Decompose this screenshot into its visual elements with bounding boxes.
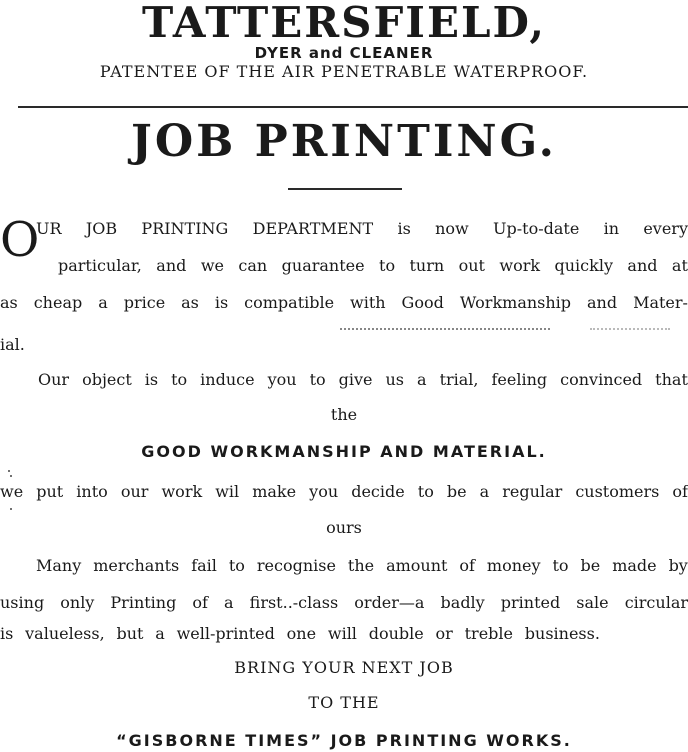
word: UR [36, 219, 62, 238]
paragraph2-line2: the [330, 405, 358, 424]
word: with [350, 293, 386, 312]
word: Up-to-date [493, 219, 580, 238]
word: treble [464, 624, 513, 643]
paragraph1-line1 [36, 218, 688, 240]
word: make [252, 482, 297, 501]
word: give [338, 370, 373, 389]
word: made [612, 556, 657, 575]
word: well-printed [176, 624, 275, 643]
word: us [385, 370, 405, 389]
word: Many [36, 556, 82, 575]
word: and [587, 293, 618, 312]
word: a [224, 593, 234, 612]
word: and [627, 256, 658, 275]
word: is [144, 370, 159, 389]
paragraph4-line1 [36, 555, 688, 577]
word: wil [215, 482, 240, 501]
word: DEPARTMENT [252, 219, 374, 238]
word: our [120, 482, 149, 501]
word: PRINTING [141, 219, 229, 238]
word: a [155, 624, 165, 643]
word: will [327, 624, 357, 643]
word: Printing [110, 593, 177, 612]
word: is [0, 624, 14, 643]
word: put [36, 482, 64, 501]
emphasis-line: GOOD WORKMANSHIP AND MATERIAL. [141, 442, 547, 461]
word: as [0, 293, 18, 312]
print-speck [10, 475, 12, 477]
word: price [123, 293, 166, 312]
word: of [192, 593, 208, 612]
word: merchants [93, 556, 180, 575]
word: convinced [560, 370, 643, 389]
word: to [552, 556, 569, 575]
word: a [98, 293, 108, 312]
word: circular [624, 593, 688, 612]
closing-line2: TO THE [308, 693, 380, 712]
word: of [459, 556, 475, 575]
word: Mater- [633, 293, 688, 312]
word: now [435, 219, 469, 238]
word: particular, [58, 256, 142, 275]
word: every [643, 219, 688, 238]
word: customers [575, 482, 660, 501]
word: is [214, 293, 229, 312]
word: work [161, 482, 203, 501]
word: be [446, 482, 467, 501]
word: JOB [85, 219, 118, 238]
word: a [417, 370, 427, 389]
word: compatible [244, 293, 335, 312]
word: feeling [491, 370, 548, 389]
word: money [486, 556, 541, 575]
word: the [347, 556, 375, 575]
word: is [397, 219, 411, 238]
word: that [655, 370, 688, 389]
word: to [228, 556, 245, 575]
word: and [156, 256, 187, 275]
word: to [379, 256, 396, 275]
word: turn [409, 256, 445, 275]
print-speck [8, 470, 10, 472]
paragraph3-line2: ours [326, 518, 362, 537]
paragraph1-line2 [58, 255, 688, 277]
word: Workmanship [459, 293, 572, 312]
word: using [0, 593, 45, 612]
heading-underline [288, 188, 402, 190]
word: sale [576, 593, 609, 612]
word: at [671, 256, 688, 275]
word: object [82, 370, 132, 389]
word: quickly [554, 256, 613, 275]
closing-line1: BRING YOUR NEXT JOB [234, 658, 454, 677]
word: but [116, 624, 144, 643]
word: guarantee [281, 256, 365, 275]
paragraph1-line3 [0, 292, 688, 314]
word: of [672, 482, 688, 501]
word: to [417, 482, 434, 501]
drop-cap-letter: O [0, 212, 40, 268]
print-smudge [590, 328, 670, 330]
word: Our [38, 370, 70, 389]
paragraph1-line4: ial. [0, 335, 25, 354]
word: order—a [354, 593, 425, 612]
paragraph4-line2 [0, 592, 688, 614]
print-speck [10, 508, 12, 510]
patentee-line: PATENTEE OF THE AIR PENETRABLE WATERPROOF. [99, 62, 589, 81]
word: work [499, 256, 541, 275]
word: recognise [256, 556, 336, 575]
word: first..-class [249, 593, 339, 612]
word: out [458, 256, 485, 275]
word: induce [200, 370, 255, 389]
word: fail [191, 556, 217, 575]
word: a [479, 482, 490, 501]
word: can [238, 256, 268, 275]
word: to [171, 370, 188, 389]
paragraph2-line1 [38, 369, 688, 391]
word: as [181, 293, 199, 312]
word: regular [502, 482, 563, 501]
word: Good [401, 293, 444, 312]
word: we [0, 482, 24, 501]
page-heading: JOB PRINTING. [131, 116, 557, 167]
word: decide [351, 482, 405, 501]
word: one [286, 624, 317, 643]
word: trial, [439, 370, 479, 389]
word: be [580, 556, 601, 575]
word: cheap [33, 293, 83, 312]
closing-line3: “GISBORNE TIMES” JOB PRINTING WORKS. [116, 731, 572, 750]
paragraph4-line3 [0, 623, 600, 645]
word: valueless, [25, 624, 105, 643]
word: only [60, 593, 95, 612]
masthead-subtitle: DYER and CLEANER [254, 44, 434, 62]
masthead-title: TATTERSFIELD, [141, 0, 547, 46]
paragraph3-line1 [0, 481, 688, 503]
word: or [435, 624, 453, 643]
word: to [309, 370, 326, 389]
word: into [76, 482, 108, 501]
word: business. [524, 624, 600, 643]
word: double [368, 624, 424, 643]
word: by [668, 556, 688, 575]
word: amount [386, 556, 448, 575]
word: we [200, 256, 224, 275]
word: printed [500, 593, 561, 612]
word: you [267, 370, 297, 389]
print-smudge [340, 328, 550, 330]
word: you [309, 482, 339, 501]
word: in [603, 219, 620, 238]
word: badly [440, 593, 485, 612]
header-divider [18, 106, 688, 108]
